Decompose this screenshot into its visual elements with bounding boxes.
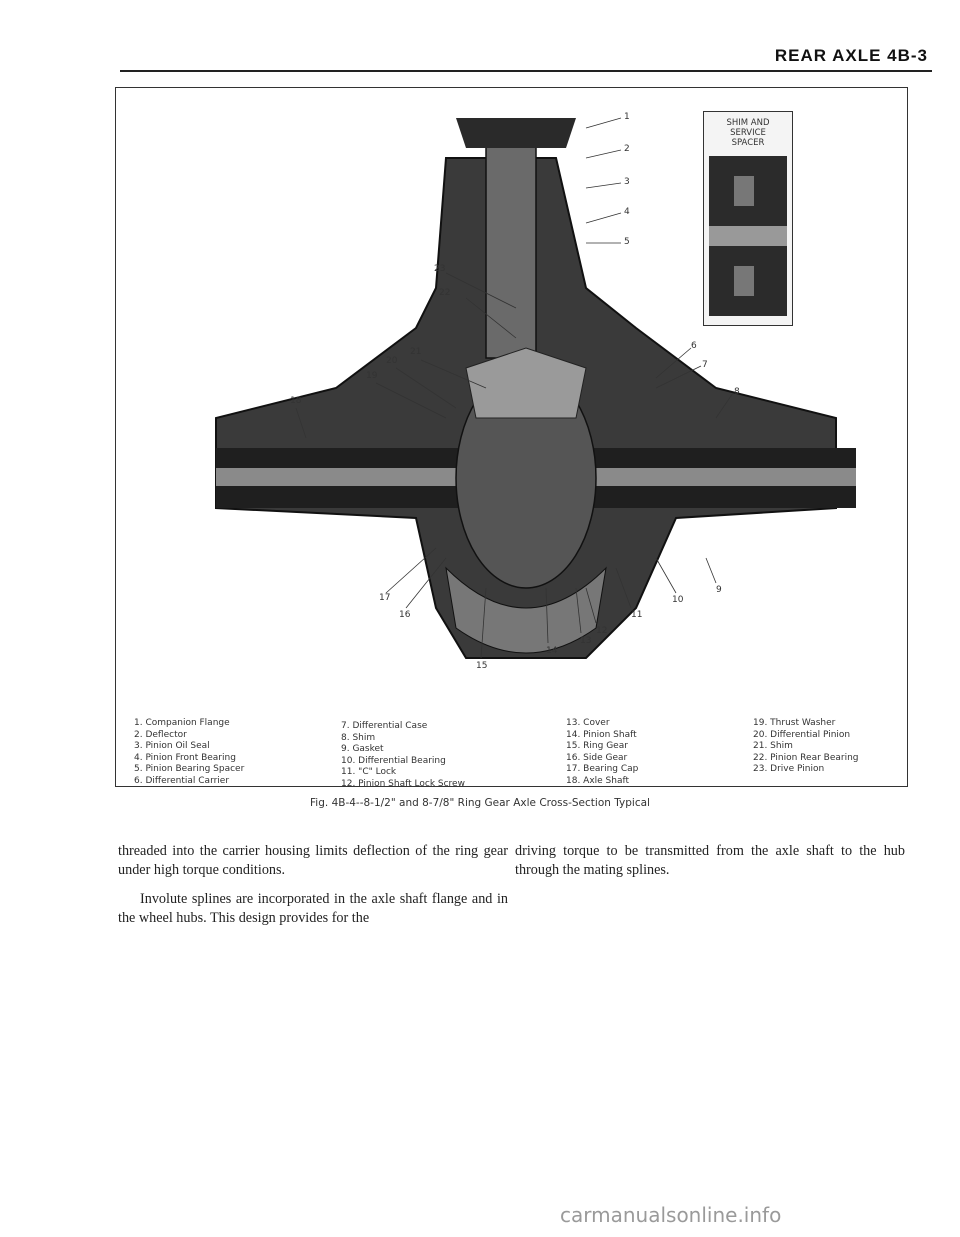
page-header xyxy=(120,46,932,72)
legend-item: 9. Gasket xyxy=(341,744,384,754)
callout-21: 21 xyxy=(410,347,422,357)
legend-item: 10. Differential Bearing xyxy=(341,755,446,766)
legend-item: 19. Thrust Washer xyxy=(753,718,836,728)
legend-item: 6. Differential Carrier xyxy=(134,775,230,786)
legend-item: 15. Ring Gear xyxy=(566,741,628,751)
callout-19: 19 xyxy=(366,371,378,381)
inset-detail-illustration xyxy=(704,146,792,326)
legend-item: 3. Pinion Oil Seal xyxy=(134,741,210,751)
callout-15: 15 xyxy=(476,661,488,671)
legend-item: 13. Cover xyxy=(566,718,610,728)
callout-6: 6 xyxy=(691,341,697,351)
legend-item: 18. Axle Shaft xyxy=(566,775,630,786)
legend-column-4 xyxy=(753,718,859,776)
figure-caption: Fig. 4B-4--8-1/2" and 8-7/8" Ring Gear Axle Cross-Section Typical xyxy=(310,797,650,809)
legend-item: 17. Bearing Cap xyxy=(566,764,639,774)
legend-column-3 xyxy=(566,718,638,787)
callout-18: 18 xyxy=(290,396,302,406)
legend-item: 5. Pinion Bearing Spacer xyxy=(134,764,245,774)
callout-3: 3 xyxy=(624,177,630,187)
body-column-right xyxy=(515,842,905,890)
callout-23: 23 xyxy=(434,264,446,274)
companion-flange xyxy=(456,118,576,148)
callout-4: 4 xyxy=(624,207,630,217)
callout-20: 20 xyxy=(386,356,398,366)
body-column-left xyxy=(118,842,508,938)
legend-item: 2. Deflector xyxy=(134,729,187,740)
legend-item: 7. Differential Case xyxy=(341,721,428,731)
body-paragraph: threaded into the carrier housing limits deflection of the ring gear under high torque conditions. xyxy=(118,843,508,878)
watermark: carmanualsonline.info xyxy=(560,1203,782,1227)
callout-14: 14 xyxy=(546,646,558,656)
legend-item: 23. Drive Pinion xyxy=(753,764,825,774)
callout-11: 11 xyxy=(631,610,643,620)
callout-5: 5 xyxy=(624,237,630,247)
callout-16: 16 xyxy=(399,610,411,620)
legend-column-1 xyxy=(134,718,244,787)
callout-13: 13 xyxy=(580,636,592,646)
legend-item: 21. Shim xyxy=(753,741,793,751)
callout-22: 22 xyxy=(439,288,451,298)
legend-item: 20. Differential Pinion xyxy=(753,729,851,740)
legend-column-2 xyxy=(341,721,465,790)
callout-2: 2 xyxy=(624,144,630,154)
callout-1: 1 xyxy=(624,112,630,122)
callout-7: 7 xyxy=(702,360,708,370)
legend-item: 12. Pinion Shaft Lock Screw xyxy=(341,778,465,789)
body-paragraph: driving torque to be transmitted from the axle shaft to the hub through the mating splines. xyxy=(515,843,905,878)
callout-9: 9 xyxy=(716,585,722,595)
callout-12: 12 xyxy=(596,626,608,636)
callout-17: 17 xyxy=(379,593,391,603)
pinion-housing xyxy=(486,128,536,358)
legend-item: 22. Pinion Rear Bearing xyxy=(753,752,859,763)
legend-item: 1. Companion Flange xyxy=(134,718,230,728)
legend-item: 14. Pinion Shaft xyxy=(566,729,637,740)
shim-and-service-spacer-inset xyxy=(703,111,793,326)
page-section-title: REAR AXLE 4B-3 xyxy=(774,46,928,65)
figure-frame xyxy=(115,87,908,787)
legend-item: 11. "C" Lock xyxy=(341,767,397,777)
callout-8: 8 xyxy=(734,387,740,397)
callout-10: 10 xyxy=(672,595,684,605)
body-paragraph: Involute splines are incorporated in the axle shaft flange and in the wheel hubs. This design provides for the xyxy=(118,891,508,926)
legend-item: 16. Side Gear xyxy=(566,752,628,763)
legend-item: 8. Shim xyxy=(341,732,376,743)
inset-label: SHIM AND SERVICE SPACER xyxy=(726,118,770,148)
legend-item: 4. Pinion Front Bearing xyxy=(134,752,236,763)
